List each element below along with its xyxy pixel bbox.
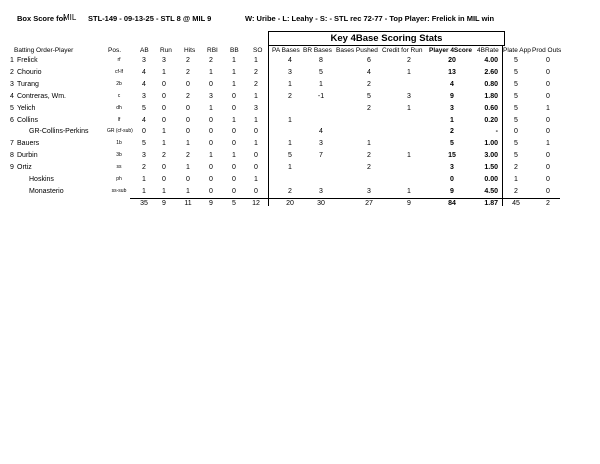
stat-hits: 1 <box>186 164 190 172</box>
order-number: 3 <box>10 80 14 88</box>
table-row <box>0 57 600 69</box>
player-pos: rf <box>117 57 121 63</box>
stat-so: 2 <box>254 68 258 76</box>
stat-4brate: 0.60 <box>484 104 498 112</box>
stat-rbi: 0 <box>209 140 213 148</box>
stat-plate-app: 5 <box>514 140 518 148</box>
col-pos: Pos. <box>108 47 122 54</box>
order-number: 5 <box>10 104 14 112</box>
stat-bases-pushed: 1 <box>367 140 371 148</box>
stat-4brate: - <box>495 128 498 136</box>
stat-4brate: 1.00 <box>484 140 498 148</box>
player-pos: ss <box>116 164 122 171</box>
col-run: Run <box>160 47 172 54</box>
stat-4brate: 0.20 <box>484 116 498 124</box>
stat-prod-outs: 0 <box>546 152 550 160</box>
stat-bases-pushed: 4 <box>367 68 371 76</box>
stat-4brate: 4.50 <box>484 187 498 195</box>
stat-prod-outs: 0 <box>546 92 550 100</box>
stat-hits: 2 <box>186 92 190 100</box>
stat-4brate: 0.80 <box>484 80 498 88</box>
total-bases-pushed: 27 <box>365 200 373 207</box>
stat-run: 3 <box>162 57 166 64</box>
stat-player-4score: 1 <box>450 116 454 124</box>
stat-so: 1 <box>254 140 258 148</box>
total-player-4score: 84 <box>448 200 456 207</box>
stat-ab: 3 <box>142 152 146 160</box>
stat-player-4score: 4 <box>450 80 454 88</box>
box-score-label: Box Score for <box>17 14 67 23</box>
stat-credit-for-run: 1 <box>407 187 411 195</box>
stat-bb: 0 <box>232 92 236 100</box>
table-row <box>0 128 600 140</box>
order-number: 2 <box>10 68 14 76</box>
stat-br-bases: 3 <box>319 140 323 148</box>
stat-player-4score: 3 <box>450 164 454 172</box>
total-run: 9 <box>162 200 166 207</box>
stat-prod-outs: 0 <box>546 68 550 76</box>
stat-pa-bases: 1 <box>288 116 292 124</box>
stat-run: 1 <box>162 140 166 148</box>
stat-hits: 2 <box>186 68 190 76</box>
stat-bb: 1 <box>232 68 236 76</box>
stat-player-4score: 0 <box>450 176 454 183</box>
stat-run: 0 <box>162 104 166 112</box>
stat-bases-pushed: 6 <box>367 57 371 64</box>
col-br-bases: BR Bases <box>303 47 332 54</box>
stat-ab: 5 <box>142 140 146 148</box>
col-bases-pushed: Bases Pushed <box>336 47 378 54</box>
total-so: 12 <box>252 200 260 207</box>
total-4brate: 1.87 <box>484 200 498 207</box>
stat-ab: 1 <box>142 187 146 195</box>
totals-row <box>0 200 600 212</box>
player-pos: lf <box>117 116 121 123</box>
stat-pa-bases: 2 <box>288 92 292 100</box>
player-name: Contreras, Wm. <box>17 92 67 100</box>
team-name: MIL <box>63 13 77 22</box>
player-name: Collins <box>17 116 39 124</box>
stat-4brate: 1.80 <box>484 92 498 100</box>
stat-hits: 2 <box>186 152 190 160</box>
stat-ab: 2 <box>142 164 146 172</box>
total-rbi: 9 <box>209 200 213 207</box>
stat-run: 1 <box>162 187 166 195</box>
stat-so: 0 <box>254 128 258 136</box>
total-prod-outs: 2 <box>546 200 550 207</box>
stat-ab: 4 <box>142 68 146 76</box>
total-plate-app: 45 <box>512 200 520 207</box>
stat-br-bases: 4 <box>319 128 323 136</box>
player-name: Monasterio <box>29 187 64 195</box>
table-row <box>0 176 600 188</box>
player-pos: c <box>117 92 121 99</box>
stat-bb: 1 <box>232 80 236 88</box>
player-pos: ph <box>116 176 122 182</box>
stat-run: 0 <box>162 176 166 183</box>
stat-plate-app: 5 <box>514 116 518 124</box>
stat-rbi: 0 <box>209 176 213 183</box>
stat-so: 3 <box>254 104 258 112</box>
stat-hits: 1 <box>186 187 190 195</box>
stat-bases-pushed: 2 <box>367 152 371 160</box>
stat-ab: 4 <box>142 116 146 124</box>
table-row <box>0 69 600 81</box>
stat-br-bases: 1 <box>319 80 323 88</box>
order-number: 8 <box>10 152 14 160</box>
stat-4brate: 3.00 <box>484 152 498 160</box>
total-pa-bases: 20 <box>286 200 294 207</box>
stat-pa-bases: 1 <box>288 80 292 88</box>
stat-bases-pushed: 2 <box>367 164 371 172</box>
order-number: 4 <box>10 92 14 100</box>
stat-so: 1 <box>254 92 258 100</box>
stat-credit-for-run: 2 <box>407 57 411 64</box>
stat-hits: 1 <box>186 140 190 148</box>
stat-plate-app: 2 <box>514 187 518 195</box>
stat-hits: 0 <box>186 128 190 136</box>
col-so: SO <box>253 47 263 54</box>
stat-prod-outs: 0 <box>546 57 550 64</box>
stat-prod-outs: 0 <box>546 116 550 124</box>
stat-run: 0 <box>162 80 166 88</box>
stat-credit-for-run: 1 <box>407 104 411 112</box>
stat-plate-app: 5 <box>514 57 518 64</box>
stat-hits: 0 <box>186 176 190 183</box>
col-player-4score: Player 4Score <box>429 47 473 54</box>
player-pos: 1b <box>116 140 122 147</box>
stat-br-bases: 3 <box>319 187 323 195</box>
col-ab: AB <box>140 47 149 54</box>
table-row <box>0 117 600 129</box>
player-name: Durbin <box>17 152 38 160</box>
col-pa-bases: PA Bases <box>272 47 300 54</box>
stat-run: 1 <box>162 68 166 76</box>
order-number: 1 <box>10 57 14 64</box>
stat-ab: 1 <box>142 176 146 183</box>
stat-so: 0 <box>254 164 258 172</box>
table-row <box>0 93 600 105</box>
stat-so: 1 <box>254 176 258 183</box>
stat-rbi: 0 <box>209 128 213 136</box>
stat-run: 1 <box>162 128 166 136</box>
stat-rbi: 0 <box>209 116 213 124</box>
stat-rbi: 1 <box>209 68 213 76</box>
stat-bb: 0 <box>232 176 236 183</box>
player-pos: 2b <box>116 80 122 87</box>
stat-plate-app: 2 <box>514 164 518 172</box>
stat-4brate: 1.50 <box>484 164 498 172</box>
table-row <box>0 105 600 117</box>
stat-rbi: 0 <box>209 187 213 195</box>
stat-player-4score: 9 <box>450 187 454 195</box>
stat-ab: 3 <box>142 57 146 64</box>
stat-player-4score: 15 <box>448 152 456 160</box>
stat-4brate: 4.00 <box>484 57 498 64</box>
stat-plate-app: 1 <box>514 176 518 183</box>
order-number: 6 <box>10 116 14 124</box>
player-name: Yelich <box>17 104 36 112</box>
order-number: 9 <box>10 164 14 172</box>
player-name: Ortiz <box>17 164 32 172</box>
stat-bases-pushed: 2 <box>367 80 371 88</box>
total-credit-for-run: 9 <box>407 200 411 207</box>
stat-run: 0 <box>162 116 166 124</box>
stat-br-bases: 7 <box>319 152 323 160</box>
stat-player-4score: 3 <box>450 104 454 112</box>
stat-ab: 3 <box>142 92 146 100</box>
stat-credit-for-run: 3 <box>407 92 411 100</box>
stat-bb: 1 <box>232 116 236 124</box>
stat-plate-app: 5 <box>514 104 518 112</box>
col-4brate: 4BRate <box>477 47 499 54</box>
stat-plate-app: 5 <box>514 68 518 76</box>
stat-rbi: 0 <box>209 80 213 88</box>
stat-player-4score: 2 <box>450 128 454 136</box>
game-info: STL-149 - 09-13-25 - STL 8 @ MIL 9 <box>88 14 212 23</box>
player-name: Chourio <box>17 68 42 76</box>
stat-plate-app: 5 <box>514 152 518 160</box>
key-stats-title: Key 4Base Scoring Stats <box>268 31 505 46</box>
stat-bases-pushed: 2 <box>367 104 371 112</box>
result-info: W: Uribe - L: Leahy - S: - STL rec 72-77 - Top Player: Frelick in MIL win <box>245 14 495 23</box>
stat-pa-bases: 1 <box>288 164 292 172</box>
col-credit-for-run: Credit for Run <box>382 47 423 54</box>
stat-run: 0 <box>162 164 166 172</box>
stat-prod-outs: 0 <box>546 187 550 195</box>
stat-rbi: 2 <box>209 57 213 64</box>
stat-hits: 0 <box>186 104 190 112</box>
stat-pa-bases: 5 <box>288 152 292 160</box>
stat-rbi: 3 <box>209 92 213 100</box>
stat-rbi: 0 <box>209 164 213 172</box>
stat-credit-for-run: 1 <box>407 152 411 160</box>
stat-bb: 0 <box>232 128 236 136</box>
stat-so: 1 <box>254 57 258 64</box>
stat-bb: 0 <box>232 104 236 112</box>
stat-pa-bases: 2 <box>288 187 292 195</box>
stat-prod-outs: 0 <box>546 176 550 183</box>
stat-4brate: 0.00 <box>484 176 498 183</box>
stat-bb: 0 <box>232 164 236 172</box>
stat-prod-outs: 0 <box>546 164 550 172</box>
stat-prod-outs: 1 <box>546 140 550 148</box>
stat-plate-app: 0 <box>514 128 518 136</box>
player-pos: GR (cf-sub) <box>107 128 133 135</box>
col-bb: BB <box>230 47 239 54</box>
stat-player-4score: 13 <box>448 68 456 76</box>
stat-bb: 0 <box>232 187 236 195</box>
stat-hits: 0 <box>186 116 190 124</box>
stat-so: 1 <box>254 116 258 124</box>
stat-hits: 0 <box>186 80 190 88</box>
stat-so: 0 <box>254 152 258 160</box>
player-name: Turang <box>17 80 39 88</box>
stat-prod-outs: 0 <box>546 128 550 136</box>
player-pos: ss-sub <box>111 187 127 194</box>
col-hits: Hits <box>184 47 196 54</box>
stat-rbi: 1 <box>209 152 213 160</box>
stat-run: 2 <box>162 152 166 160</box>
stat-player-4score: 20 <box>448 57 456 64</box>
stat-pa-bases: 3 <box>288 68 292 76</box>
order-number: 7 <box>10 140 14 148</box>
stat-ab: 4 <box>142 80 146 88</box>
stat-bases-pushed: 3 <box>367 187 371 195</box>
stat-so: 2 <box>254 80 258 88</box>
table-row <box>0 81 600 93</box>
total-ab: 35 <box>140 200 148 207</box>
player-name: Bauers <box>17 140 40 148</box>
stat-hits: 2 <box>186 57 190 64</box>
player-name: Hoskins <box>29 176 54 183</box>
table-row <box>0 152 600 164</box>
stat-bb: 0 <box>232 140 236 148</box>
stat-rbi: 1 <box>209 104 213 112</box>
col-plate-app: Plate App <box>503 47 531 54</box>
totals-separator <box>130 198 560 199</box>
player-pos: dh <box>116 104 122 111</box>
stat-prod-outs: 0 <box>546 80 550 88</box>
stat-credit-for-run: 1 <box>407 68 411 76</box>
stat-br-bases: 5 <box>319 68 323 76</box>
player-name: Frelick <box>17 57 38 64</box>
stat-ab: 5 <box>142 104 146 112</box>
stat-so: 0 <box>254 187 258 195</box>
stat-pa-bases: 1 <box>288 140 292 148</box>
stat-br-bases: -1 <box>317 92 325 100</box>
total-br-bases: 30 <box>317 200 325 207</box>
stat-run: 0 <box>162 92 166 100</box>
stat-br-bases: 8 <box>319 57 323 64</box>
stat-bb: 1 <box>232 57 236 64</box>
table-row <box>0 164 600 176</box>
stat-ab: 0 <box>142 128 146 136</box>
total-bb: 5 <box>232 200 236 207</box>
stat-pa-bases: 4 <box>288 57 292 64</box>
player-name: GR-Collins-Perkins <box>29 128 89 136</box>
stat-bb: 1 <box>232 152 236 160</box>
col-order-player: Batting Order-Player <box>14 47 74 54</box>
stat-player-4score: 5 <box>450 140 454 148</box>
col-rbi: RBI <box>207 47 218 54</box>
stat-4brate: 2.60 <box>484 68 498 76</box>
stat-plate-app: 5 <box>514 80 518 88</box>
player-pos: cf-lf <box>114 68 124 75</box>
col-prod-outs: Prod Outs <box>532 47 562 54</box>
stat-bases-pushed: 5 <box>367 92 371 100</box>
stat-player-4score: 9 <box>450 92 454 100</box>
stat-prod-outs: 1 <box>546 104 550 112</box>
total-hits: 11 <box>184 200 192 207</box>
stat-plate-app: 5 <box>514 92 518 100</box>
table-row <box>0 140 600 152</box>
player-pos: 3b <box>116 152 122 159</box>
